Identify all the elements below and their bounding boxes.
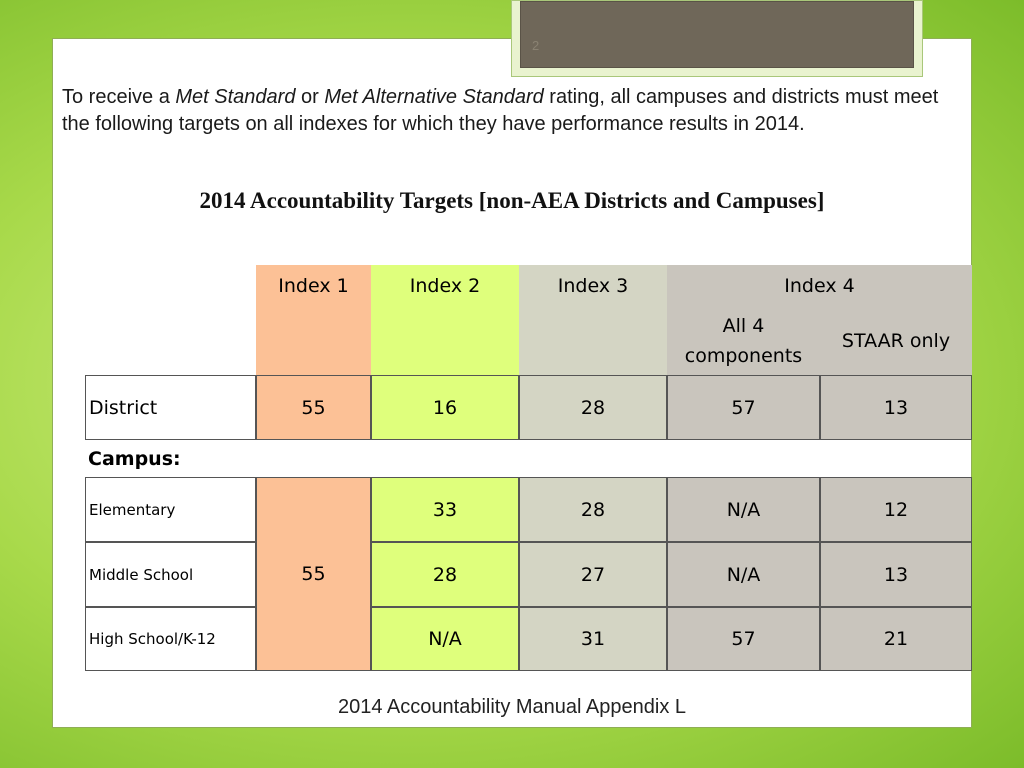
- elementary-staar-only: 12: [820, 477, 972, 542]
- intro-text-3: rating, all campuses and districts must meet the following targets on all indexes for which they have performance results in 2014.: [62, 86, 939, 135]
- slide-header-tab: [511, 0, 923, 77]
- row-label-elementary: Elementary: [85, 477, 256, 542]
- slide-number: 2: [532, 38, 540, 53]
- intro-emphasis-met-standard: Met Standard: [175, 86, 296, 108]
- elementary-index-2: 33: [371, 477, 519, 542]
- source-citation: 2014 Accountability Manual Appendix L: [337, 696, 687, 718]
- header-all-4-components: All 4 components: [667, 307, 820, 375]
- intro-emphasis-met-alt-standard: Met Alternative Standard: [324, 86, 544, 108]
- header-index-4: Index 4: [667, 265, 972, 307]
- district-index-1: 55: [256, 375, 371, 440]
- header-index-1: Index 1: [256, 265, 371, 375]
- row-label-middle-school: Middle School: [85, 542, 256, 607]
- header-staar-only: STAAR only: [820, 307, 972, 375]
- middle-school-all-4: N/A: [667, 542, 820, 607]
- intro-text-1: To receive a: [62, 86, 176, 108]
- intro-paragraph: [62, 84, 962, 138]
- header-index-2: Index 2: [371, 265, 519, 375]
- middle-school-index-2: 28: [371, 542, 519, 607]
- row-label-district: District: [85, 375, 256, 440]
- header-index-3: Index 3: [519, 265, 667, 375]
- district-all-4: 57: [667, 375, 820, 440]
- district-staar-only: 13: [820, 375, 972, 440]
- campus-index-1: 55: [256, 477, 371, 671]
- high-school-all-4: 57: [667, 607, 820, 671]
- elementary-all-4: N/A: [667, 477, 820, 542]
- middle-school-staar-only: 13: [820, 542, 972, 607]
- intro-text-2: or: [295, 86, 325, 108]
- row-label-high-school: High School/K-12: [85, 607, 256, 671]
- table-title: 2014 Accountability Targets [non-AEA Districts and Campuses]: [199, 188, 825, 213]
- high-school-index-3: 31: [519, 607, 667, 671]
- slide-header-panel: [520, 1, 914, 68]
- high-school-staar-only: 21: [820, 607, 972, 671]
- district-index-2: 16: [371, 375, 519, 440]
- high-school-index-2: N/A: [371, 607, 519, 671]
- elementary-index-3: 28: [519, 477, 667, 542]
- middle-school-index-3: 27: [519, 542, 667, 607]
- district-index-3: 28: [519, 375, 667, 440]
- campus-section-label: Campus:: [88, 447, 181, 470]
